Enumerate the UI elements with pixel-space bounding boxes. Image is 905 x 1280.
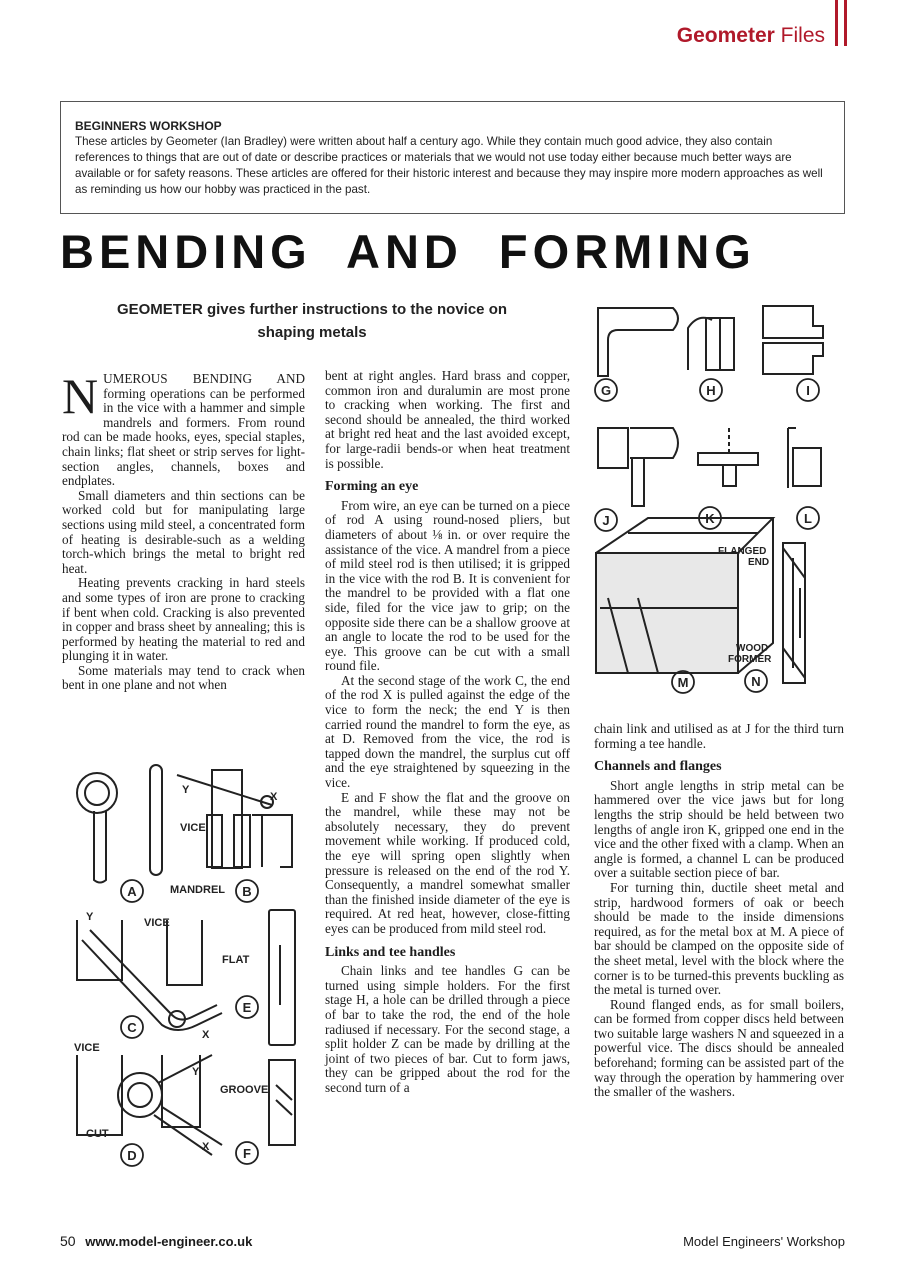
fig-f-mandrel-groove bbox=[269, 1060, 295, 1145]
label-mandrel: MANDREL bbox=[170, 884, 225, 896]
brand-bold: Geometer bbox=[676, 24, 775, 47]
label-flat: FLAT bbox=[222, 954, 250, 966]
label-n: N bbox=[751, 674, 761, 689]
page-number: 50 bbox=[60, 1233, 76, 1249]
brand-rest: Files bbox=[780, 24, 825, 47]
label-flanged: FLANGED bbox=[718, 546, 767, 557]
intro-heading: BEGINNERS WORKSHOP bbox=[75, 119, 222, 133]
label-end: END bbox=[748, 557, 770, 568]
col2-paragraph-2: From wire, an eye can be turned on a piece of rod A using round-nosed pliers, but diameters of about ⅛ in. or over require the assistance of the vice. A mandrel from a piece of mild steel rod is then utilised; it is gripped in the vice with the rod B. It is convenient for the mandrel to be provided with a flat one side, filed for the vice jaw to grip; on the opposite side there can be a shallow groove at an angle to locate the rod to be used for the eye. This groove can be cut with a small round file. bbox=[325, 497, 570, 674]
label-vice-2: VICE bbox=[144, 917, 170, 929]
label-wood: WOOD bbox=[736, 643, 769, 654]
label-b: B bbox=[242, 884, 252, 899]
label-former: FORMER bbox=[728, 654, 772, 665]
label-d: D bbox=[127, 1148, 137, 1163]
label-i: I bbox=[806, 383, 810, 398]
fig-h-holder bbox=[688, 318, 734, 370]
label-x3: X bbox=[202, 1141, 210, 1153]
col3-paragraph-1: chain link and utilised as at J for the third turn forming a tee handle. bbox=[594, 721, 844, 751]
fig-c-neck-bend bbox=[77, 920, 222, 1030]
article-title: BENDING AND FORMING bbox=[60, 225, 756, 278]
col1-paragraph-1 bbox=[62, 368, 305, 489]
label-l: L bbox=[804, 511, 812, 526]
article-subtitle: GEOMETER gives further instructions to the novice on shaping metals bbox=[116, 301, 508, 341]
label-j: J bbox=[602, 513, 610, 528]
label-y1: Y bbox=[182, 784, 190, 796]
label-g: G bbox=[600, 383, 612, 398]
label-k: K bbox=[705, 511, 715, 526]
col1-p1-text: forming operations can be performed in the vice with a hammer and simple mandrels and formers. From round rod can be made hooks, eyes, special staples, chain links; flat sheet or strip serves for light-section angles, channels, boxes and endplates. bbox=[62, 385, 305, 489]
fig-i-link-holder bbox=[763, 306, 823, 374]
label-h: H bbox=[706, 383, 716, 398]
fig-b-rod-vice bbox=[150, 765, 292, 875]
col1-paragraph-3: Heating prevents cracking in hard steels and some types of iron are prone to cracking if bent when cold. Cracking is also prevented in copper and brass sheet by annealing; this is performed by heating the material to red and plunging it in water. bbox=[62, 575, 305, 664]
label-m: M bbox=[677, 675, 689, 690]
label-y3: Y bbox=[192, 1066, 200, 1078]
fig-l-channel bbox=[788, 428, 821, 488]
col3-paragraph-4: Round flanged ends, as for small boilers, can be formed from copper discs held between two suitable large washers N and squeezed in a powerful vice. The discs should be annealed beforehand; forming can be assisted part of the way through the operation by hammering over the smaller of the washers. bbox=[594, 996, 844, 1100]
column-2 bbox=[325, 369, 570, 1096]
fig-n-flanged-end bbox=[783, 543, 805, 683]
fig-k-angle-iron bbox=[698, 428, 758, 486]
lead-in: UMEROUS BENDING AND bbox=[103, 371, 305, 386]
label-a: A bbox=[127, 884, 137, 899]
fig-d-eye-formed bbox=[77, 1055, 222, 1155]
col1-paragraph-4: Some materials may tend to crack when bent in one plane and not when bbox=[62, 662, 305, 693]
label-vice-1: VICE bbox=[180, 822, 206, 834]
col2-paragraph-5: Chain links and tee handles G can be turned using simple holders. For the first stage H, a hole can be drilled through a piece of bar to take the rod, the end of the hole radiused if necessary. For the second stage, a split holder Z can be made by drilling at the joint of two pieces of bar. Cut to form jaws, they can be gripped about the rod for the second turn of a bbox=[325, 963, 570, 1095]
col3-paragraph-2: Short angle lengths in strip metal can be hammered over the vice jaws but for long lengths the strip should be held between two lengths of angle iron K, gripped one end in the vice and the other fixed with a clamp. When an angle is formed, a channel L can be produced over a suitable section piece of bar. bbox=[594, 777, 844, 881]
figure-holders-formers bbox=[588, 298, 850, 700]
heading-channels-flanges: Channels and flanges bbox=[594, 759, 722, 775]
fig-j-split-holder bbox=[598, 428, 678, 506]
footer-magazine: Model Engineers' Workshop bbox=[683, 1234, 845, 1249]
label-c: C bbox=[127, 1020, 137, 1035]
col1-paragraph-2: Small diameters and thin sections can be worked cold but for manipulating large sections using mild steel, a concentrated form of heating is desirable-such as a welding torch-which brings the metal to bright red heat. bbox=[62, 487, 305, 576]
fig-g-tee-handle bbox=[598, 308, 678, 376]
heading-links-tee: Links and tee handles bbox=[325, 944, 456, 960]
label-x1: X bbox=[270, 791, 278, 803]
label-cut: CUT bbox=[86, 1128, 109, 1140]
column-1 bbox=[62, 368, 305, 693]
header-brand bbox=[677, 24, 825, 48]
label-e: E bbox=[242, 1000, 252, 1015]
intro-text: These articles by Geometer (Ian Bradley) were written about half a century ago. While they contain much good advice, they also contain references to things that are out of date or describe practices or materials that we would not use today either because much better ways are available or for safety reasons. These articles are offered for their historic interest and because they may inspire more modern approaches as well as reminding us how our hobby was practiced in the past. bbox=[75, 135, 823, 196]
heading-forming-eye: Forming an eye bbox=[325, 479, 419, 495]
label-groove: GROOVE bbox=[220, 1084, 269, 1096]
header-bars bbox=[835, 0, 847, 46]
figure-eye-forming bbox=[62, 755, 312, 1175]
col2-paragraph-1: bent at right angles. Hard brass and copper, common iron and duralumin are most prone to cracking when working. The first and second should be annealed, the third worked at bright red heat and the last avoided except, for large-radii bends-or when heat treatment is possible. bbox=[325, 368, 570, 471]
intro-box bbox=[60, 101, 845, 214]
label-f: F bbox=[243, 1146, 251, 1161]
column-3 bbox=[594, 722, 844, 1100]
footer-left bbox=[60, 1233, 252, 1249]
label-y2: Y bbox=[86, 911, 94, 923]
drop-cap: N bbox=[62, 368, 99, 424]
col2-paragraph-4: E and F show the flat and the groove on the mandrel, while these may not be absolutely necessary, they do prevent movement while working. If produced cold, the eye will spring open slightly when pressure is released on the end of the rod Y. Consequently, a mandrel somewhat smaller than the finished inside diameter of the eye is required. At red heat, however, close-fitting eyes can be produced from mild steel rod. bbox=[325, 789, 570, 936]
fig-a-eye-rod bbox=[77, 773, 117, 883]
col2-paragraph-3: At the second stage of the work C, the end of the rod X is pulled against the edge of the vice to form the neck; the end Y is then carried round the mandrel to form the eye, as at D. Removed from the vice, the rod is tapped down the mandrel, the surplus cut off and the eye straightened by squeezing in the vice. bbox=[325, 672, 570, 791]
label-vice-3: VICE bbox=[74, 1042, 100, 1054]
col3-paragraph-3: For turning thin, ductile sheet metal and strip, hardwood formers of oak or beech should be made to the inside dimensions required, as for the metal box at M. A piece of bar should be clamped on the opposite side of the sheet metal, level with the block where the corner is to be turned-this prevents buckling as the metal is turned over. bbox=[594, 879, 844, 998]
footer-url[interactable]: www.model-engineer.co.uk bbox=[85, 1234, 253, 1249]
label-x2: X bbox=[202, 1029, 210, 1041]
fig-e-mandrel-flat bbox=[269, 910, 295, 1045]
